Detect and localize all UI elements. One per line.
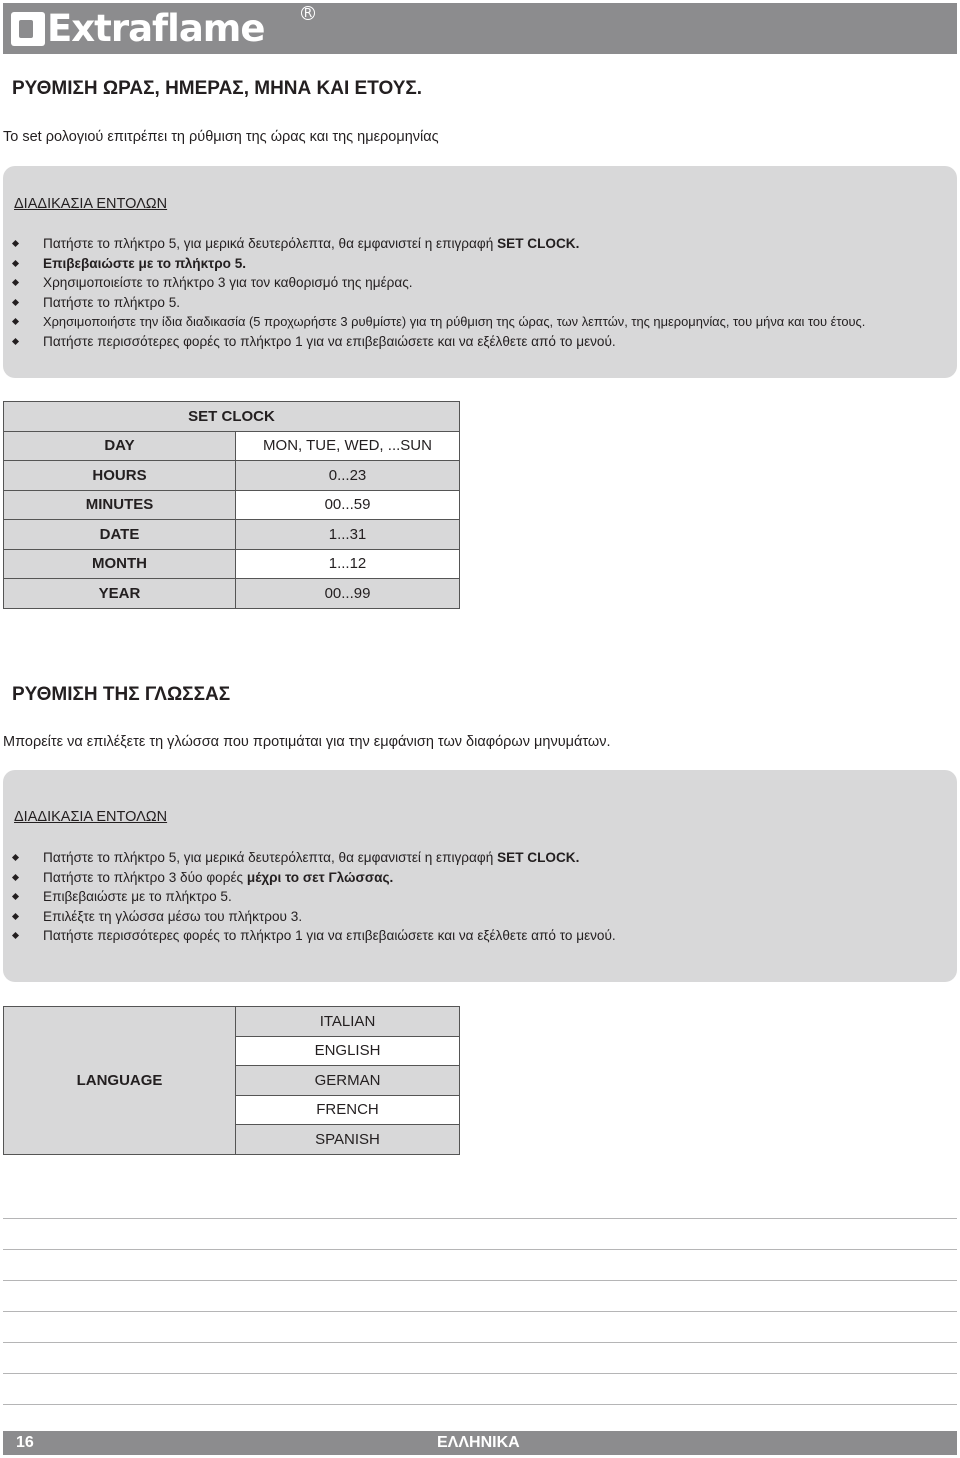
header-bar	[3, 3, 957, 54]
language-section-title: ΡΥΘΜΙΣΗ ΤΗΣ ΓΛΩΣΣΑΣ	[12, 684, 231, 705]
note-line	[3, 1311, 957, 1312]
footer-language: ΕΛΛΗΝΙΚΑ	[437, 1434, 520, 1451]
diamond-bullet-icon	[12, 854, 19, 861]
list-item: Πατήστε το πλήκτρο 5, για μερικά δευτερόλεπτα, θα εμφανιστεί η επιγραφή SET CLOCK.	[11, 848, 616, 868]
set-clock-header: SET CLOCK	[4, 402, 460, 432]
clock-steps-list	[11, 234, 865, 351]
list-item: Επιβεβαιώστε με το πλήκτρο 5.	[11, 887, 616, 907]
note-line	[3, 1373, 957, 1374]
diamond-bullet-icon	[12, 912, 19, 919]
row-label: HOURS	[4, 461, 236, 491]
page-number: 16	[16, 1434, 34, 1451]
language-option: ENGLISH	[236, 1036, 460, 1066]
clock-section-intro: Το set ρολογιού επιτρέπει τη ρύθμιση της ώρας και της ημερομηνίας	[3, 129, 439, 145]
set-clock-table	[3, 401, 460, 609]
table-row	[4, 402, 460, 432]
diamond-bullet-icon	[12, 279, 19, 286]
note-line	[3, 1404, 957, 1405]
diamond-bullet-icon	[12, 893, 19, 900]
note-line	[3, 1218, 957, 1219]
language-steps-list	[11, 848, 616, 946]
language-option: GERMAN	[236, 1066, 460, 1096]
row-value: 0...23	[236, 461, 460, 491]
list-item: Επιλέξτε τη γλώσσα μέσω του πλήκτρου 3.	[11, 907, 616, 927]
note-line	[3, 1342, 957, 1343]
brand-logo	[11, 8, 264, 50]
table-row	[4, 490, 460, 520]
table-row	[4, 520, 460, 550]
row-value: 00...59	[236, 490, 460, 520]
registered-mark: R	[301, 6, 315, 20]
row-value: MON, TUE, WED, ...SUN	[236, 431, 460, 461]
list-item: Πατήστε το πλήκτρο 3 δύο φορές μέχρι το σετ Γλώσσας.	[11, 868, 616, 888]
row-value: 00...99	[236, 579, 460, 609]
language-procedure-panel	[3, 770, 957, 982]
language-label: LANGUAGE	[4, 1007, 236, 1155]
language-option: SPANISH	[236, 1125, 460, 1155]
logo-mark-icon	[11, 12, 45, 46]
table-row	[4, 1007, 460, 1037]
note-line	[3, 1280, 957, 1281]
language-procedure-title: ΔΙΑΔΙΚΑΣΙΑ ΕΝΤΟΛΩΝ	[14, 809, 168, 825]
row-value: 1...12	[236, 549, 460, 579]
list-item: Χρησιμοποιήστε την ίδια διαδικασία (5 προχωρήστε 3 ρυθμίστε) για τη ρύθμιση της ώρας, των λεπτών, της ημερομηνίας, του μήνα και του έτους.	[11, 312, 865, 332]
table-row	[4, 549, 460, 579]
clock-procedure-title: ΔΙΑΔΙΚΑΣΙΑ ΕΝΤΟΛΩΝ	[14, 196, 168, 212]
list-item: Πατήστε περισσότερες φορές το πλήκτρο 1 για να επιβεβαιώσετε και να εξέλθετε από το μενού.	[11, 926, 616, 946]
row-label: YEAR	[4, 579, 236, 609]
list-item: Πατήστε το πλήκτρο 5.	[11, 293, 865, 313]
language-table	[3, 1006, 460, 1155]
diamond-bullet-icon	[12, 298, 19, 305]
table-row	[4, 431, 460, 461]
footer-bar	[3, 1431, 957, 1455]
diamond-bullet-icon	[12, 873, 19, 880]
diamond-bullet-icon	[12, 259, 19, 266]
note-line	[3, 1249, 957, 1250]
row-label: DAY	[4, 431, 236, 461]
row-value: 1...31	[236, 520, 460, 550]
row-label: MINUTES	[4, 490, 236, 520]
diamond-bullet-icon	[12, 318, 19, 325]
diamond-bullet-icon	[12, 240, 19, 247]
list-item: Χρησιμοποιείστε το πλήκτρο 3 για τον καθορισμό της ημέρας.	[11, 273, 865, 293]
table-row	[4, 461, 460, 491]
language-option: ITALIAN	[236, 1007, 460, 1037]
language-section-intro: Μπορείτε να επιλέξετε τη γλώσσα που προτιμάται για την εμφάνιση των διαφόρων μηνυμάτων.	[3, 734, 611, 750]
list-item: Επιβεβαιώστε με το πλήκτρο 5.	[11, 254, 865, 274]
row-label: MONTH	[4, 549, 236, 579]
diamond-bullet-icon	[12, 337, 19, 344]
table-row	[4, 579, 460, 609]
diamond-bullet-icon	[12, 932, 19, 939]
list-item: Πατήστε το πλήκτρο 5, για μερικά δευτερόλεπτα, θα εμφανιστεί η επιγραφή SET CLOCK.	[11, 234, 865, 254]
language-option: FRENCH	[236, 1095, 460, 1125]
list-item: Πατήστε περισσότερες φορές το πλήκτρο 1 για να επιβεβαιώσετε και να εξέλθετε από το μενού.	[11, 332, 865, 352]
row-label: DATE	[4, 520, 236, 550]
brand-name: Extraflame	[47, 7, 265, 50]
clock-section-title: ΡΥΘΜΙΣΗ ΩΡΑΣ, ΗΜΕΡΑΣ, ΜΗΝΑ ΚΑΙ ΕΤΟΥΣ.	[12, 78, 423, 99]
clock-procedure-panel	[3, 166, 957, 378]
